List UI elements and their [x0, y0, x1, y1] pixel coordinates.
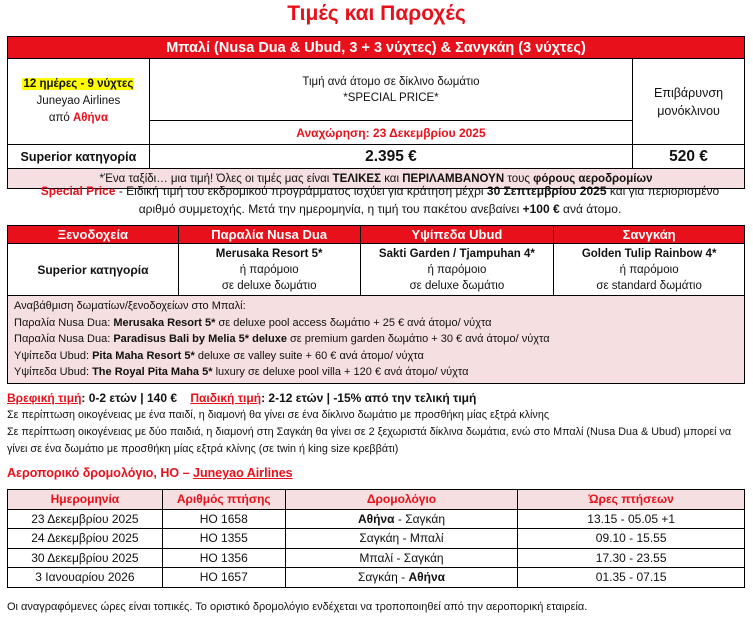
upgrade-hotel: Merusaka Resort 5* — [113, 316, 216, 329]
flight-note: Οι αναγραφόμενες ώρες είναι τοπικές. Το οριστικό δρομολόγιο ενδέχεται να τροποποιηθεί από την αεροπορική εταιρεία. — [7, 601, 588, 613]
route-origin: Μπαλί — [359, 550, 394, 565]
flight-route — [285, 529, 518, 549]
route-dash: - — [396, 550, 401, 565]
infant-label: Βρεφική τιμή — [7, 391, 82, 405]
route-origin: Σαγκάη — [357, 570, 398, 585]
hotel-ubud — [360, 244, 554, 296]
upgrade-location: Παραλία Nusa Dua: — [14, 333, 111, 345]
special-price-label: Special Price — [40, 184, 116, 198]
from-prefix: από — [48, 112, 70, 124]
flight-number: HO 1658 — [162, 509, 285, 529]
hotel-alt: ή παρόμοιο — [239, 263, 299, 276]
hotels-header: Ξενοδοχεία — [8, 226, 179, 244]
upgrade-hotel: Paradisus Bali by Melia 5* deluxe — [113, 333, 287, 345]
family-one-child: Σε περίπτωση οικογένειας με ένα παιδί, η διαμονή θα γίνει σε ένα δίκλινο δωμάτιο με προσθήκη μίας εξτρά κλίνης — [7, 409, 550, 421]
pricing-table — [7, 36, 745, 189]
hotels-category: Superior κατηγορία — [8, 244, 179, 296]
single-supplement-price: 520 € — [633, 145, 745, 169]
upgrade-item — [14, 364, 744, 381]
single-supplement-label: Επιβάρυνση μονόκλινου — [633, 59, 745, 145]
flight-route — [285, 548, 518, 568]
child-price-line — [7, 390, 749, 407]
route-origin: Αθήνα — [357, 511, 395, 526]
upgrade-detail: deluxe σε valley suite + 60 € ανά άτομο/ νύχτα — [197, 349, 424, 362]
flight-date: 3 Ιανουαρίου 2026 — [8, 568, 163, 588]
price-note-text: *Ένα ταξίδι… μια τιμή! Όλες οι τιμές μας είναι — [99, 172, 330, 185]
price-note-final: ΤΕΛΙΚΕΣ — [332, 172, 381, 185]
flight-times: 13.15 - 05.05 +1 — [518, 509, 745, 529]
hotels-header-nusa-dua: Παραλία Nusa Dua — [178, 226, 360, 244]
pricing-header: Μπαλί (Nusa Dua & Ubud, 3 + 3 νύχτες) & Σανγκάη (3 νύχτες) — [8, 37, 745, 59]
flight-row — [8, 548, 745, 568]
upgrade-location: Υψίπεδα Ubud: — [14, 349, 90, 362]
upgrade-location: Υψίπεδα Ubud: — [14, 366, 90, 378]
upgrade-location: Παραλία Nusa Dua: — [14, 316, 111, 329]
hotel-name: Merusaka Resort 5* — [215, 247, 323, 260]
trip-info-cell — [8, 59, 150, 145]
hotels-table — [7, 225, 745, 384]
route-dash: - — [402, 531, 407, 546]
upgrade-detail: σε deluxe pool access δωμάτιο + 25 € ανά άτομο/ νύχτα — [218, 316, 492, 329]
route-origin: Σαγκάη — [359, 531, 400, 546]
price-note-include: ΠΕΡΙΛΑΜΒΑΝΟΥΝ — [402, 172, 505, 185]
special-text-1: - Ειδική τιμή του εκδρομικού προγράμματος ισχύει για κράτηση μέχρι — [118, 184, 484, 198]
flight-date: 23 Δεκεμβρίου 2025 — [8, 509, 163, 529]
route-destination: Μπαλί — [409, 531, 444, 546]
departure-date: Αναχώρηση: 23 Δεκεμβρίου 2025 — [149, 121, 632, 145]
upgrade-list — [8, 296, 745, 384]
price-note-and: και — [384, 172, 400, 185]
flight-title-prefix: Αεροπορικό δρομολόγιο, HO – — [7, 466, 190, 480]
special-increase: +100 € — [522, 202, 560, 216]
flight-number: HO 1355 — [162, 529, 285, 549]
upgrade-item — [14, 315, 744, 332]
upgrade-hotel: Pita Maha Resort 5* — [92, 349, 195, 362]
flights-table — [7, 489, 745, 588]
hotel-room: σε deluxe δωμάτιο — [221, 279, 317, 292]
upgrade-detail: luxury σε deluxe pool villa + 120 € ανά άτομο/ νύχτα — [215, 366, 469, 378]
special-deadline: 30 Σεπτεμβρίου 2025 — [486, 184, 607, 198]
flight-title-airline: Juneyao Airlines — [193, 466, 293, 480]
special-text-2: και για περιορισμένο αριθμό συμμετοχής. Μετά την ημερομηνία, η τιμή του πακέτου ανεβαίνει — [138, 184, 720, 216]
upgrade-item — [14, 331, 744, 348]
flight-row — [8, 568, 745, 588]
flight-header-route: Δρομολόγιο — [285, 490, 518, 510]
price-note-mid: τους — [507, 172, 530, 185]
flight-number: HO 1356 — [162, 548, 285, 568]
price-description: Τιμή ανά άτομο σε δίκλινο δωμάτιο — [302, 75, 480, 88]
hotel-room: σε standard δωμάτιο — [596, 279, 702, 292]
flight-date: 24 Δεκεμβρίου 2025 — [8, 529, 163, 549]
special-price-tag: *SPECIAL PRICE* — [343, 91, 439, 104]
route-destination: Αθήνα — [408, 570, 446, 585]
airline-name: Juneyao Airlines — [36, 95, 121, 107]
hotel-shanghai — [554, 244, 745, 296]
flight-times: 17.30 - 23.55 — [518, 548, 745, 568]
special-text-3: ανά άτομο. — [563, 202, 622, 216]
route-dash: - — [397, 511, 402, 526]
duration-badge: 12 ημέρες - 9 νύχτες — [23, 78, 134, 90]
flight-route — [285, 509, 518, 529]
flight-route — [285, 568, 518, 588]
flight-times: 01.35 - 07.15 — [518, 568, 745, 588]
hotel-name: Sakti Garden / Tjampuhan 4* — [378, 247, 535, 260]
flight-header-date: Ημερομηνία — [8, 490, 163, 510]
hotels-header-shanghai: Σανγκάη — [554, 226, 745, 244]
upgrade-title: Αναβάθμιση δωματίων/ξενοδοχείων στο Μπαλί: — [14, 300, 246, 312]
special-price-paragraph — [30, 182, 730, 218]
category-label: Superior κατηγορία — [8, 145, 150, 169]
hotel-room: σε deluxe δωμάτιο — [409, 279, 505, 292]
flight-row — [8, 529, 745, 549]
route-destination: Σαγκάη — [403, 550, 444, 565]
flight-number: HO 1657 — [162, 568, 285, 588]
child-pricing — [7, 390, 749, 458]
route-destination: Σαγκάη — [405, 511, 446, 526]
hotel-name: Golden Tulip Rainbow 4* — [581, 247, 717, 260]
hotels-header-ubud: Υψίπεδα Ubud — [360, 226, 554, 244]
infant-value: : 0-2 ετών | 140 € — [81, 391, 178, 405]
upgrade-hotel: The Royal Pita Maha 5* — [92, 366, 213, 378]
family-two-children: Σε περίπτωση οικογένειας με δύο παιδιά, η διαμονή στη Σαγκάη θα γίνει σε 2 ξεχωριστά δίκλινα δωμάτια, ενώ στο Μπαλί (Nusa Dua & Ubud) μπορεί να γίνει σε ένα δωμάτιο με προσθήκη μίας εξτρά κλίνης (σε twin ή king size κρεββάτι) — [7, 426, 732, 455]
child-value: : 2-12 ετών | -15% από την τελική τιμή — [261, 391, 477, 405]
hotel-alt: ή παρόμοιο — [427, 263, 487, 276]
upgrade-detail: σε premium garden δωμάτιο + 30 € ανά άτομο/ νύχτα — [290, 333, 550, 345]
upgrade-item — [14, 348, 744, 365]
flight-times: 09.10 - 15.55 — [518, 529, 745, 549]
hotel-nusa-dua — [178, 244, 360, 296]
flight-header-times: Ώρες πτήσεων — [518, 490, 745, 510]
hotel-alt: ή παρόμοιο — [619, 263, 679, 276]
price-description-cell — [149, 59, 632, 121]
child-label: Παιδική τιμή — [190, 391, 262, 405]
price-value: 2.395 € — [149, 145, 632, 169]
flight-date: 30 Δεκεμβρίου 2025 — [8, 548, 163, 568]
from-city: Αθήνα — [73, 112, 109, 124]
flight-header-number: Αριθμός πτήσης — [162, 490, 285, 510]
flight-section-title — [7, 466, 293, 480]
route-dash: - — [401, 570, 406, 585]
flight-row — [8, 509, 745, 529]
price-note-taxes: φόρους αεροδρομίων — [533, 172, 653, 185]
page-title: Τιμές και Παροχές — [287, 2, 466, 25]
